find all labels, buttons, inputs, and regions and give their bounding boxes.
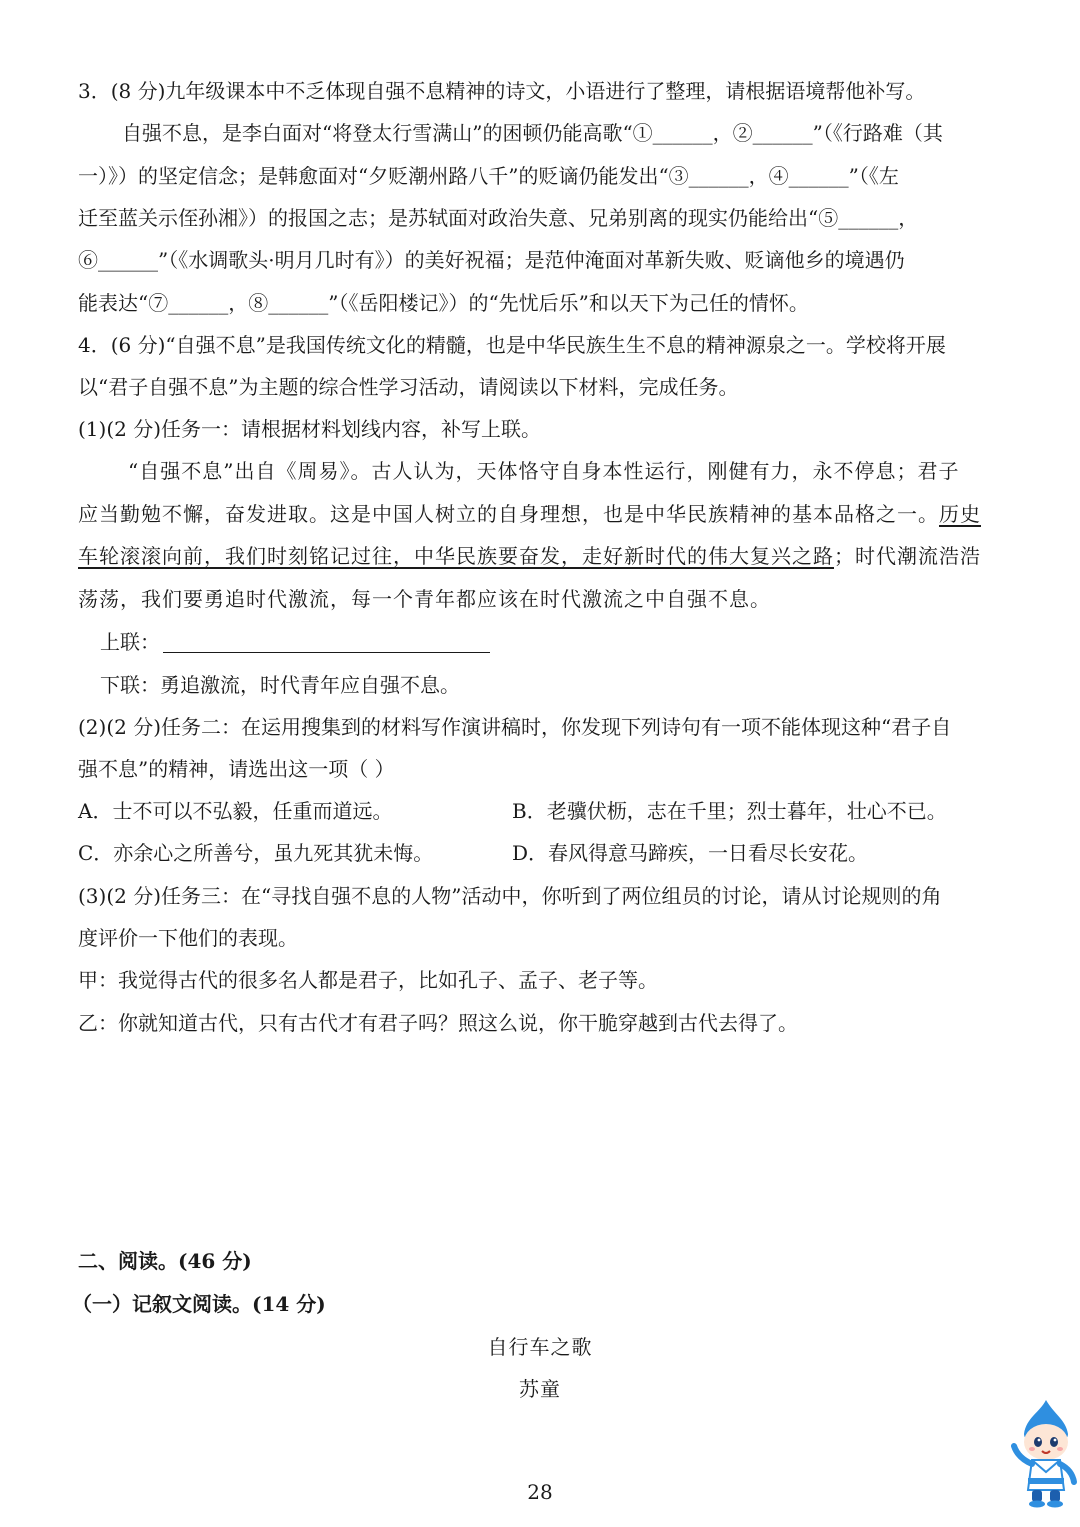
dialogue-jia: 甲：我觉得古代的很多名人都是君子，比如孔子、孟子、老子等。: [78, 968, 658, 992]
cartoon-mascot-icon: [1010, 1398, 1080, 1508]
option-d: D．春风得意马蹄疾，一日看尽长安花。: [512, 841, 869, 865]
material-line-1: “自强不息”出自《周易》。古人认为，天体恪守自身本性运行，刚健有力，永不停息；君子: [128, 459, 960, 483]
article-title: 自行车之歌: [487, 1335, 593, 1359]
q4-task1: (1)(2 分)任务一：请根据材料划线内容，补写上联。: [78, 417, 542, 441]
q4-title-line-2: 以“君子自强不息”为主题的综合性学习活动，请阅读以下材料，完成任务。: [78, 375, 739, 399]
upper-couplet-blank[interactable]: [163, 652, 490, 653]
q4-task2-line-2: 强不息”的精神，请选出这一项（ ）: [78, 757, 395, 781]
lower-couplet: 下联：勇追激流，时代青年应自强不息。: [100, 673, 460, 697]
q3-line-3: 迁至蓝关示侄孙湘》）的报国之志；是苏轼面对政治失意、兄弟别离的现实仍能给出“⑤______，: [78, 206, 919, 230]
underlined-text: 车轮滚滚向前，我们时刻铭记过往，中华民族要奋发，走好新时代的伟大复兴之路: [78, 544, 834, 568]
option-c: C．亦余心之所善兮，虽九死其犹未悔。: [78, 841, 434, 865]
q3-title: 3．(8 分)九年级课本中不乏体现自强不息精神的诗文，小语进行了整理，请根据语境帮他补写。: [78, 79, 926, 103]
option-a: A．士不可以不弘毅，任重而道远。: [78, 799, 393, 823]
article-author: 苏童: [519, 1377, 561, 1401]
material-line-4: 荡荡，我们要勇追时代激流，每一个青年都应该在时代激流之中自强不息。: [78, 587, 771, 611]
underlined-text: 历史: [939, 502, 981, 526]
material-text: 应当勤勉不懈，奋发进取。这是中国人树立的自身理想，也是中华民族精神的基本品格之一。: [78, 502, 939, 526]
dialogue-yi: 乙：你就知道古代，只有古代才有君子吗？照这么说，你干脆穿越到古代去得了。: [78, 1011, 798, 1035]
q4-task3-line-1: (3)(2 分)任务三：在“寻找自强不息的人物”活动中，你听到了两位组员的讨论，请从讨论规则的角: [78, 884, 942, 908]
q3-line-5: 能表达“⑦______，⑧______”（《岳阳楼记》）的“先忧后乐”和以天下为己任的情怀。: [78, 291, 809, 315]
subsection-heading: （一）记叙文阅读。(14 分): [72, 1292, 326, 1316]
material-line-2: [78, 499, 981, 529]
q4-title-line-1: 4．(6 分)“自强不息”是我国传统文化的精髓，也是中华民族生生不息的精神源泉之一。学校将开展: [78, 333, 946, 357]
section-heading: 二、阅读。(46 分): [78, 1249, 252, 1273]
q3-line-1: 自强不息，是李白面对“将登太行雪满山”的困顿仍能高歌“①______，②______”（《行路难（其: [122, 121, 943, 145]
upper-couplet-label: 上联：: [100, 630, 160, 654]
q3-line-4: ⑥______”（《水调歌头·明月几时有》）的美好祝福；是范仲淹面对革新失败、贬谪他乡的境遇仍: [78, 248, 905, 272]
q4-task2-line-1: (2)(2 分)任务二：在运用搜集到的材料写作演讲稿时，你发现下列诗句有一项不能体现这种“君子自: [78, 715, 952, 739]
option-b: B．老骥伏枥，志在千里；烈士暮年，壮心不已。: [512, 799, 947, 823]
material-line-3: [78, 541, 981, 571]
q3-line-2: 一）》）的坚定信念；是韩愈面对“夕贬潮州路八千”的贬谪仍能发出“③______，④______”（《左: [78, 164, 899, 188]
page-number: 28: [527, 1480, 553, 1504]
material-text: ；时代潮流浩浩: [834, 544, 981, 568]
q4-task3-line-2: 度评价一下他们的表现。: [78, 926, 298, 950]
